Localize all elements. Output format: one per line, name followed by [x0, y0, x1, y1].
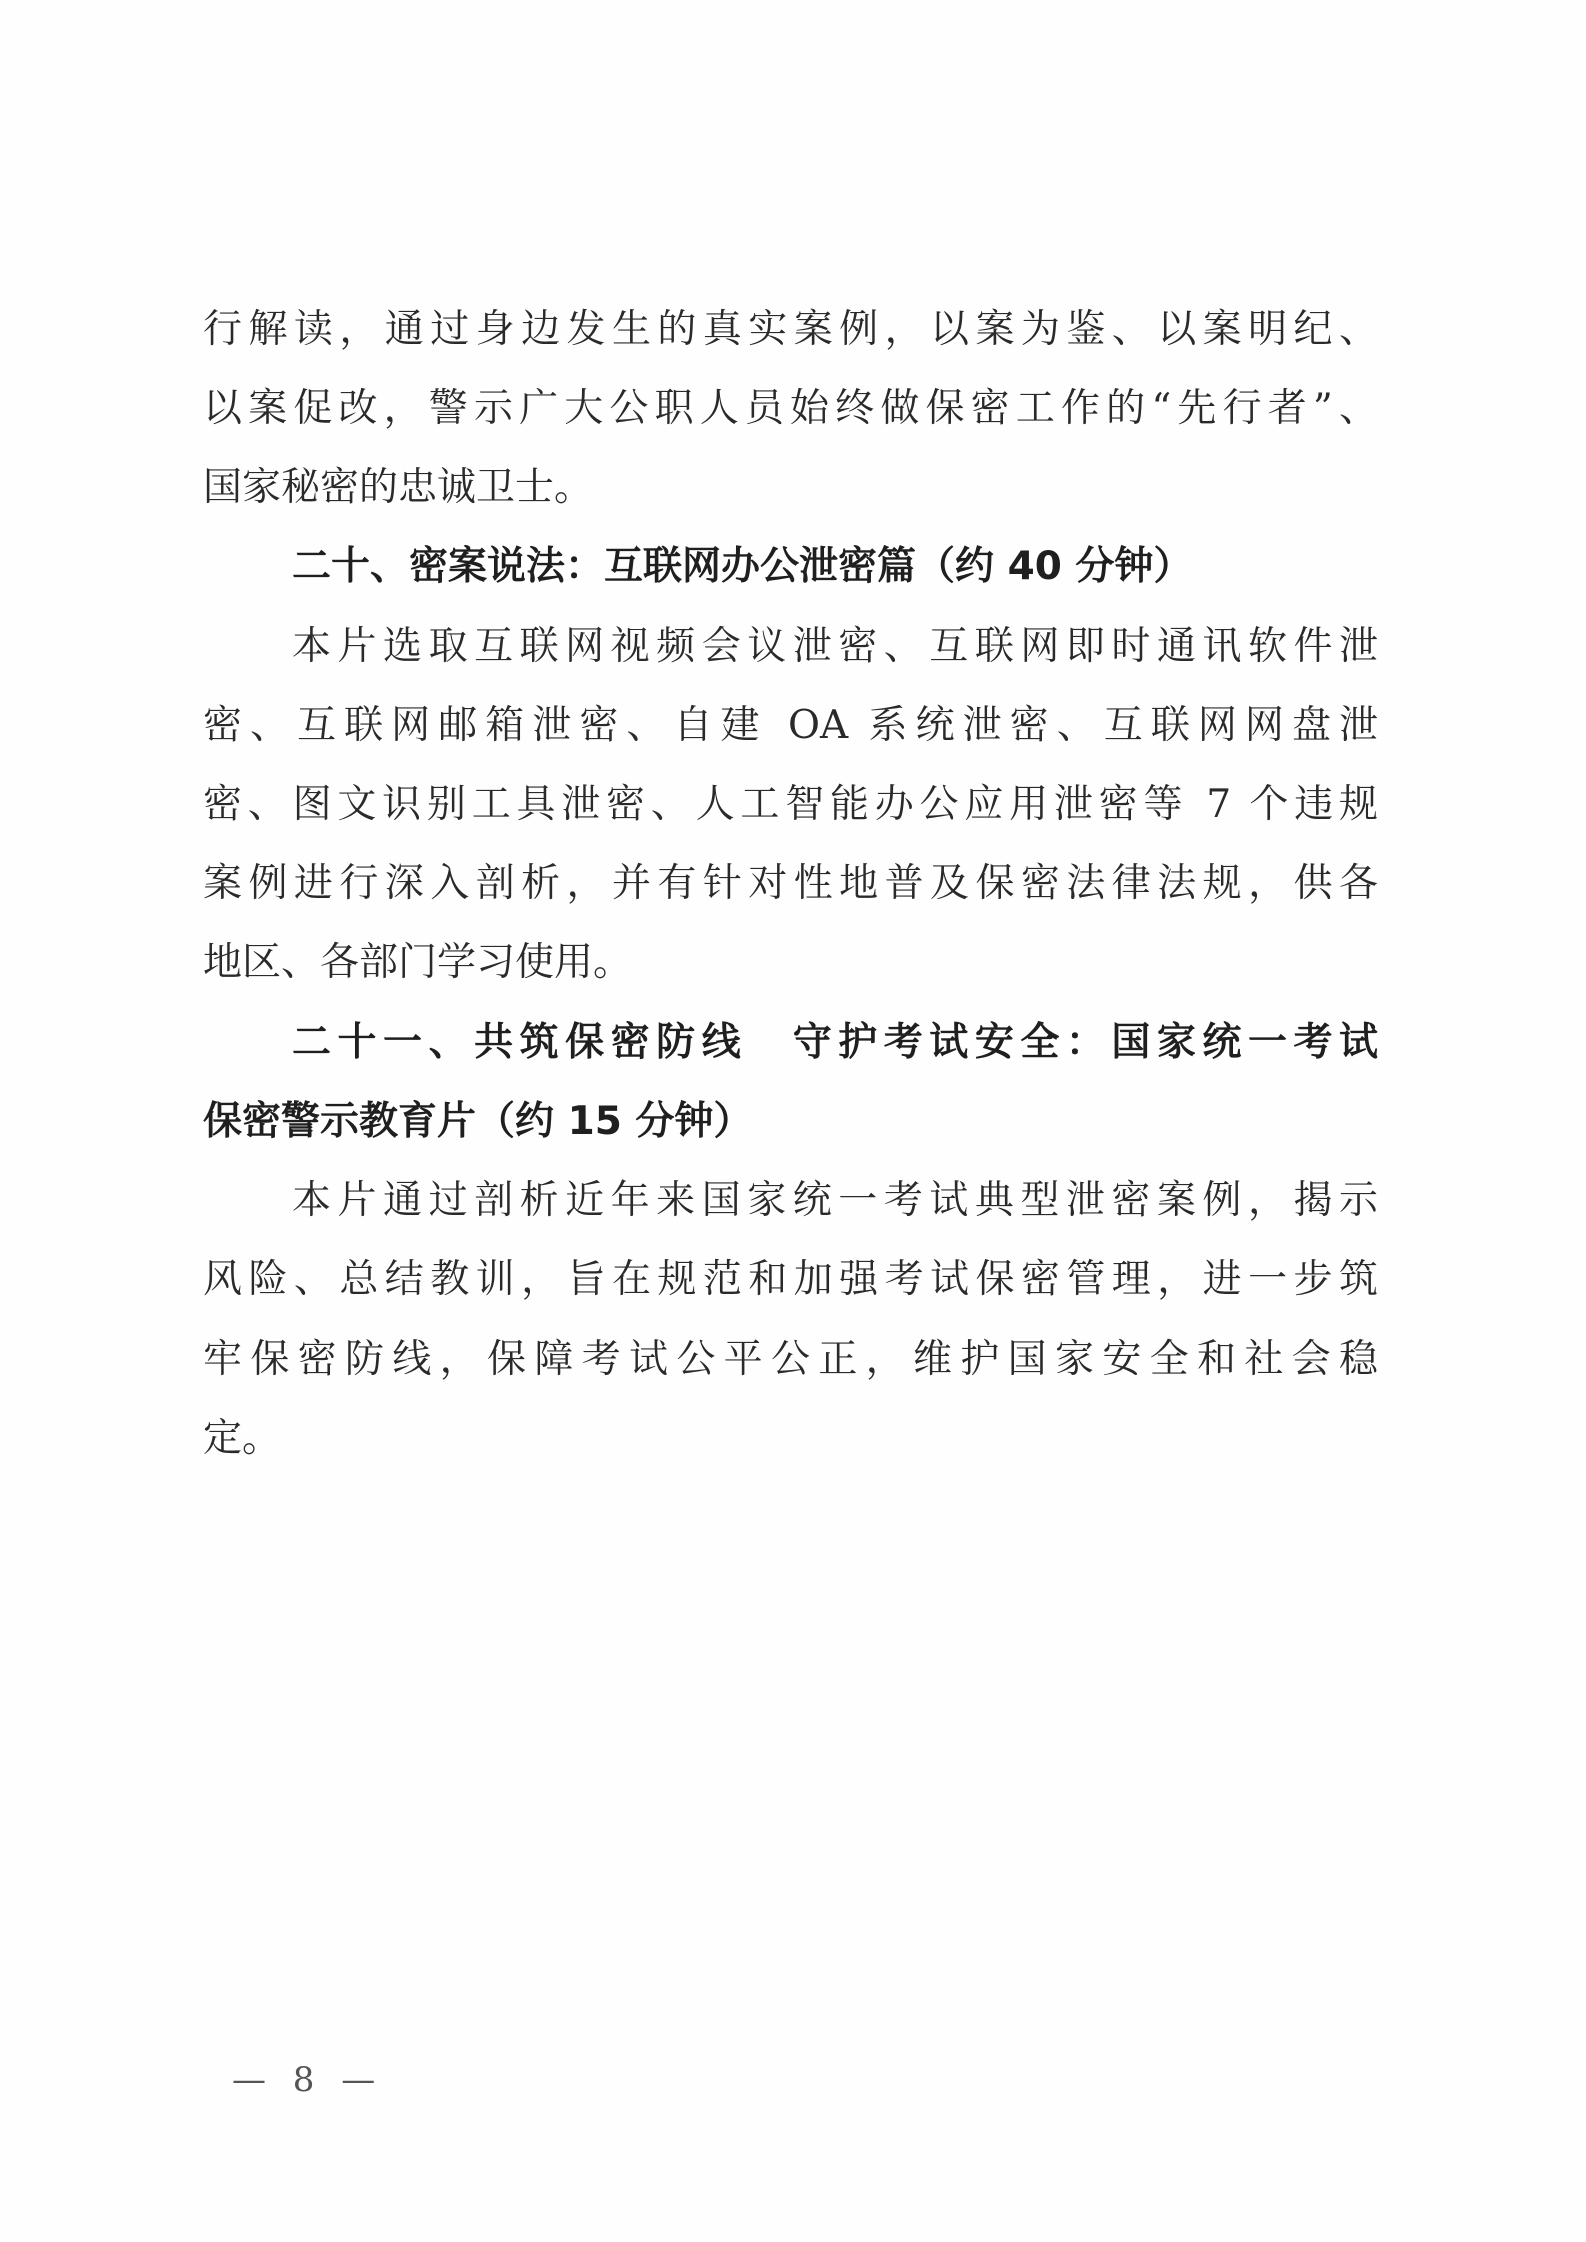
body-text-line: 牢保密防线，保障考试公平公正，维护国家安全和社会稳	[203, 1337, 1378, 1382]
section-heading-21-cont: 保密警示教育片（约 15 分钟）	[203, 1099, 753, 1144]
body-text-line: 案例进行深入剖析，并有针对性地普及保密法律法规，供各	[203, 861, 1378, 906]
body-text-line: 密、图文识别工具泄密、人工智能办公应用泄密等 7 个违规	[203, 782, 1378, 827]
body-text-line: 以案促改，警示广大公职人员始终做保密工作的“先行者”、	[203, 386, 1378, 431]
body-text-line: 定。	[203, 1416, 282, 1461]
body-text-line: 行解读，通过身边发生的真实案例，以案为鉴、以案明纪、	[203, 307, 1378, 352]
body-text-line: 本片选取互联网视频会议泄密、互联网即时通讯软件泄	[292, 624, 1378, 669]
body-text-line: 风险、总结教训，旨在规范和加强考试保密管理，进一步筑	[203, 1257, 1378, 1302]
body-text-line: 密、互联网邮箱泄密、自建 OA 系统泄密、互联网网盘泄	[203, 703, 1378, 748]
body-text-line: 国家秘密的忠诚卫士。	[203, 465, 594, 510]
section-heading-20: 二十、密案说法：互联网办公泄密篇（约 40 分钟）	[292, 544, 1193, 589]
section-heading-21: 二十一、共筑保密防线 守护考试安全：国家统一考试	[292, 1020, 1378, 1065]
body-text-line: 地区、各部门学习使用。	[203, 940, 633, 985]
body-text-line: 本片通过剖析近年来国家统一考试典型泄密案例，揭示	[292, 1178, 1378, 1223]
page-number: — 8 —	[232, 2060, 384, 2100]
